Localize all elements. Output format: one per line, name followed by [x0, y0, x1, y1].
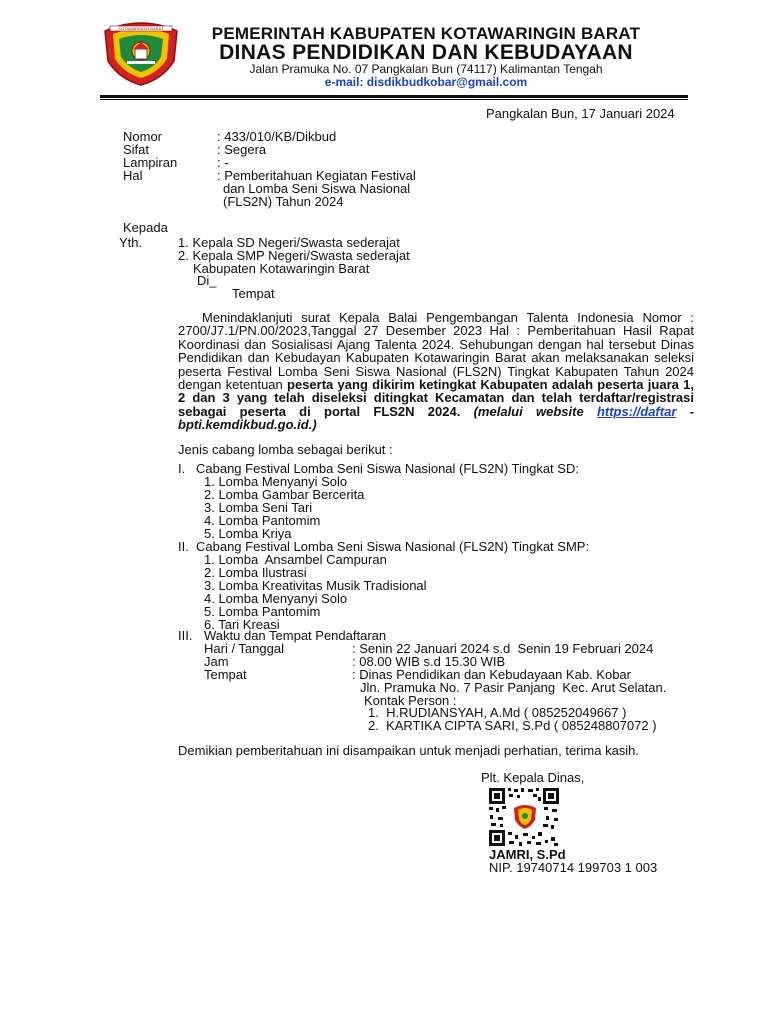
tempat-address: Jln. Pramuka No. 7 Pasir Panjang Kec. Arut Selatan. — [360, 680, 667, 695]
sifat-label: Sifat — [123, 142, 150, 157]
signatory-name: JAMRI, S.Pd — [489, 847, 566, 862]
hal-value-1: : Pemberitahuan Kegiatan Festival — [217, 168, 416, 183]
jam-label: Jam — [204, 654, 229, 669]
hari-value: : Senin 22 Januari 2024 s.d Senin 19 Februari 2024 — [352, 641, 654, 656]
regency-coat-of-arms-icon — [101, 17, 181, 87]
list-item: 6. Tari Kreasi — [204, 617, 280, 632]
recipient-3: Kabupaten Kotawaringin Barat — [193, 261, 370, 276]
nomor-value: : 433/010/KB/Dikbud — [217, 129, 337, 144]
closing-line: Demikian pemberitahuan ini disampaikan untuk menjadi perhatian, terima kasih. — [178, 743, 640, 758]
nomor-label: Nomor — [123, 129, 163, 144]
tempat-label: Tempat — [204, 667, 247, 682]
recipient-tempat: Tempat — [232, 286, 275, 301]
kontak-person-2: 2. KARTIKA CIPTA SARI, S.Pd ( 085248807072 ) — [368, 718, 657, 733]
section-smp-heading: Cabang Festival Lomba Seni Siswa Nasional (FLS2N) Tingkat SMP: — [196, 539, 590, 554]
recipient-1: 1. Kepala SD Negeri/Swasta sederajat — [178, 235, 400, 250]
section-waktu-number: III. — [178, 628, 193, 643]
registration-link[interactable]: https://daftar — [596, 403, 677, 419]
list-item: 5. Lomba Pantomim — [204, 604, 321, 619]
hal-label: Hal — [123, 168, 143, 183]
list-item: 4. Lomba Pantomim — [204, 513, 321, 528]
letterhead-email[interactable]: e-mail: disdikbudkobar@gmail.com — [324, 75, 528, 89]
lampiran-value: : - — [217, 155, 229, 170]
letterhead-line-1: PEMERINTAH KABUPATEN KOTAWARINGIN BARAT — [211, 24, 641, 43]
section-smp-number: II. — [178, 539, 189, 554]
letterhead-line-2: DINAS PENDIDIKAN DAN KEBUDAYAAN — [219, 41, 633, 64]
hal-value-2: dan Lomba Seni Siswa Nasional — [223, 181, 411, 196]
paragraph-text: Menindaklanjuti surat Kepala Balai Pengembangan Talenta Indonesia Nomor : 2700/J7.1/PN.00/2023,Tanggal 27 Desember 2023 Hal : Pemberitahuan Hasil Rapat Koordinasi dan Sosialisasi Ajang Talenta 2024. Sehubungan dengan hal tersebut Dinas Pendidikan dan Kebudayan Kabupaten Kotawaringin Barat akan melaksanakan seleksi peserta Festival Lomba Seni Siswa Nasional (FLS2N) Tingkat Kabupaten Tahun 2024 dengan ketentuan — [178, 310, 694, 393]
signatory-nip: NIP. 19740714 199703 1 003 — [489, 860, 658, 875]
paragraph-emphasis: peserta yang dikirim ketingkat Kabupaten adalah peserta juara 1, 2 dan 3 yang telah diseleksi ditingkat Kecamatan dan telah terdaftar/registrasi sebagai peserta di portal FLS2N 2024. — [178, 377, 694, 419]
signature-qr-code-icon — [488, 787, 560, 847]
letterhead-rule-thin — [100, 99, 688, 100]
jenis-cabang-line: Jenis cabang lomba sebagai berikut : — [178, 442, 393, 457]
kontak-person-1: 1. H.RUDIANSYAH, A.Md ( 085252049667 ) — [368, 705, 627, 720]
list-item: 2. Lomba Gambar Bercerita — [204, 487, 365, 502]
section-sd-number: I. — [178, 461, 186, 476]
hal-value-3: (FLS2N) Tahun 2024 — [223, 194, 344, 209]
section-sd-heading: Cabang Festival Lomba Seni Siswa Nasional (FLS2N) Tingkat SD: — [196, 461, 579, 476]
list-item: 2. Lomba Ilustrasi — [204, 565, 307, 580]
paragraph-note-a: (melalui website — [460, 403, 597, 419]
kepada-label: Kepada — [123, 220, 168, 235]
letterhead — [0, 0, 768, 102]
signature-title: Plt. Kepala Dinas, — [481, 770, 585, 785]
recipient-di: Di_ — [197, 273, 217, 288]
jam-value: : 08.00 WIB s.d 15.30 WIB — [352, 654, 506, 669]
list-item: 1. Lomba Ansambel Campuran — [204, 552, 387, 567]
section-sd-list — [204, 475, 364, 540]
tempat-value: : Dinas Pendidikan dan Kebudayaan Kab. Kobar — [352, 667, 631, 682]
list-item: 4. Lomba Menyanyi Solo — [204, 591, 348, 606]
lampiran-label: Lampiran — [123, 155, 178, 170]
list-item: 3. Lomba Kreativitas Musik Tradisional — [204, 578, 427, 593]
logo-text: KOTAWARINGIN BARAT — [118, 26, 164, 31]
recipient-2: 2. Kepala SMP Negeri/Swasta sederajat — [178, 248, 410, 263]
list-item: 3. Lomba Seni Tari — [204, 500, 313, 515]
list-item: 1. Lomba Menyanyi Solo — [204, 474, 348, 489]
body-paragraph — [178, 311, 694, 432]
section-smp-list — [204, 553, 427, 631]
hari-label: Hari / Tanggal — [204, 641, 284, 656]
paragraph-note-b: - bpti.kemdikbud.go.id.) — [178, 403, 694, 433]
sifat-value: : Segera — [217, 142, 267, 157]
letterhead-address: Jalan Pramuka No. 07 Pangkalan Bun (74117) Kalimantan Tengah — [249, 62, 603, 76]
section-waktu-heading: Waktu dan Tempat Pendaftaran — [204, 628, 387, 643]
yth-label: Yth. — [119, 235, 143, 250]
list-item: 5. Lomba Kriya — [204, 526, 292, 541]
letterhead-rule-thick — [100, 95, 688, 98]
date-line: Pangkalan Bun, 17 Januari 2024 — [486, 106, 675, 121]
kontak-label: Kontak Person : — [364, 693, 457, 708]
